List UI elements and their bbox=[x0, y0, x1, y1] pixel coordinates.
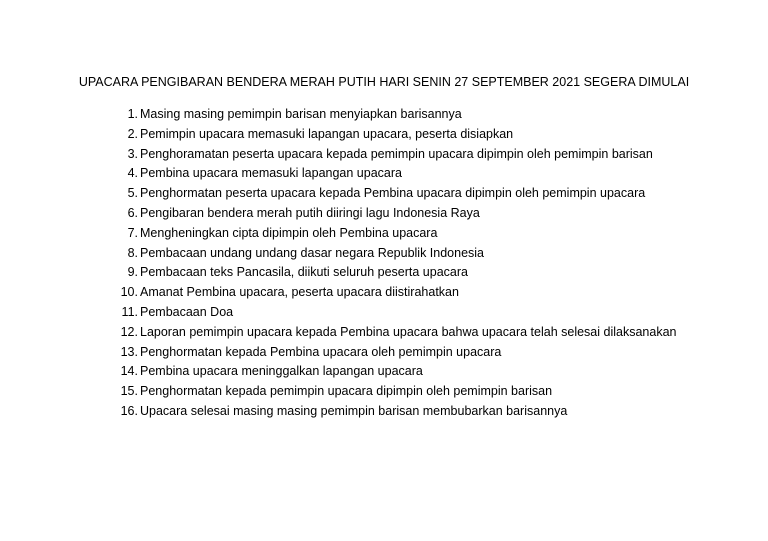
list-item-text: Pemimpin upacara memasuki lapangan upacara, peserta disiapkan bbox=[140, 126, 514, 141]
list-item-text: Mengheningkan cipta dipimpin oleh Pembina upacara bbox=[140, 225, 438, 240]
list-item-text: Penghormatan kepada Pembina upacara oleh pemimpin upacara bbox=[140, 344, 502, 359]
list-item-text: Pembacaan undang undang dasar negara Republik Indonesia bbox=[140, 245, 485, 260]
list-item bbox=[100, 343, 700, 363]
list-item-number: 11. bbox=[121, 304, 138, 319]
list-item bbox=[100, 145, 700, 165]
list-item-number: 4. bbox=[127, 166, 138, 181]
agenda-list bbox=[100, 105, 700, 422]
list-item-number: 2. bbox=[127, 126, 138, 141]
list-item-text: Pembina upacara meninggalkan lapangan upacara bbox=[140, 364, 423, 379]
list-item-number: 1. bbox=[127, 107, 138, 121]
list-item bbox=[100, 362, 700, 382]
list-item-number: 10. bbox=[120, 285, 138, 300]
list-item-text: Amanat Pembina upacara, peserta upacara diistirahatkan bbox=[140, 285, 459, 300]
list-item bbox=[100, 244, 700, 264]
document-title: UPACARA PENGIBARAN BENDERA MERAH PUTIH HARI SENIN 27 SEPTEMBER 2021 SEGERA DIMULAI bbox=[78, 75, 690, 89]
list-item-text: Penghormatan peserta upacara kepada Pembina upacara dipimpin oleh pemimpin upacara bbox=[140, 186, 646, 201]
list-item-number: 7. bbox=[127, 225, 138, 240]
list-item bbox=[100, 323, 700, 343]
list-item-number: 6. bbox=[127, 205, 138, 220]
list-item-text: Laporan pemimpin upacara kepada Pembina upacara bahwa upacara telah selesai dilaksanakan bbox=[140, 324, 677, 339]
list-item-number: 15. bbox=[120, 384, 138, 399]
list-item bbox=[100, 204, 700, 224]
list-item bbox=[100, 263, 700, 283]
list-item-text: Pembacaan Doa bbox=[140, 304, 234, 319]
list-item bbox=[100, 303, 700, 323]
list-item-text: Penghoramatan peserta upacara kepada pemimpin upacara dipimpin oleh pemimpin barisan bbox=[140, 146, 653, 161]
list-item-number: 14. bbox=[120, 364, 138, 379]
list-item-text: Pembacaan teks Pancasila, diikuti seluruh peserta upacara bbox=[140, 265, 468, 280]
list-item-number: 5. bbox=[127, 186, 138, 201]
list-item-text: Pembina upacara memasuki lapangan upacara bbox=[140, 166, 402, 181]
list-item-number: 3. bbox=[127, 146, 138, 161]
list-item bbox=[100, 382, 700, 402]
list-item-number: 16. bbox=[120, 403, 138, 418]
list-item-number: 12. bbox=[120, 324, 138, 339]
list-item bbox=[100, 105, 700, 125]
list-item bbox=[100, 164, 700, 184]
list-item-number: 9. bbox=[127, 265, 138, 280]
list-item bbox=[100, 224, 700, 244]
list-item bbox=[100, 184, 700, 204]
list-item bbox=[100, 402, 700, 422]
list-item-text: Masing masing pemimpin barisan menyiapkan barisannya bbox=[140, 107, 462, 121]
list-item-number: 8. bbox=[127, 245, 138, 260]
list-item-text: Pengibaran bendera merah putih diiringi lagu Indonesia Raya bbox=[140, 205, 480, 220]
list-item bbox=[100, 125, 700, 145]
list-item-text: Upacara selesai masing masing pemimpin barisan membubarkan barisannya bbox=[140, 403, 568, 418]
list-item-number: 13. bbox=[120, 344, 138, 359]
list-item-text: Penghormatan kepada pemimpin upacara dipimpin oleh pemimpin barisan bbox=[140, 384, 553, 399]
list-item bbox=[100, 283, 700, 303]
